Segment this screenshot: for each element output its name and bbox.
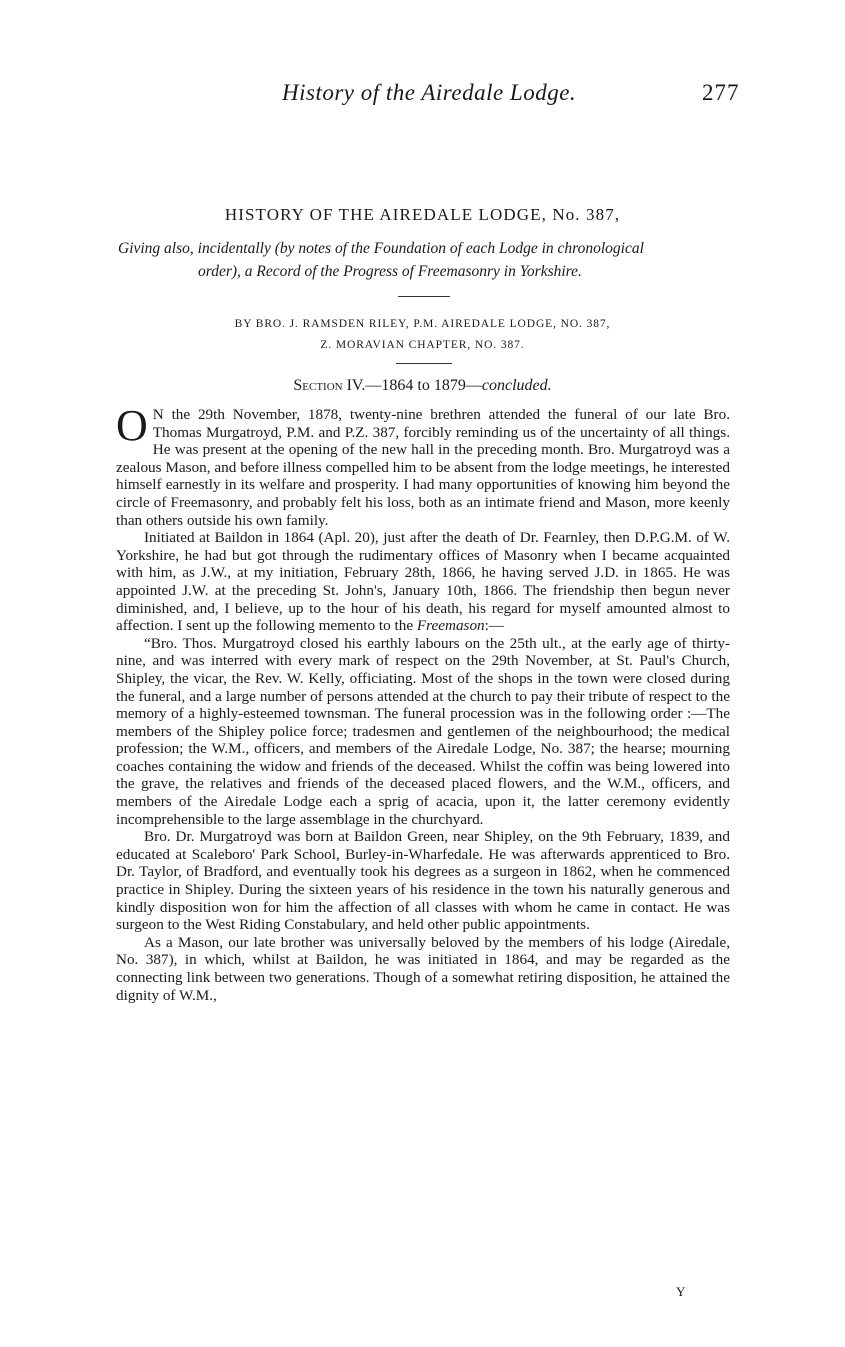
paragraph-4: Bro. Dr. Murgatroyd was born at Baildon Green, near Shipley, on the 9th February, 1839, and educated at Scaleboro' Park School, Burley-in-Wharfedale. He was afterwards apprenticed to Bro. Dr. Taylor, of Bradford, and eventually took his degrees as a surgeon in 1862, when he commenced practice in Shipley. During the sixteen years of his residence in the town his naturally generous and kindly disposition won for him the affection of all classes with whom he came in contact. He was surgeon to the West Riding Constabulary, and held other public appointments. xyxy=(116,828,730,934)
divider-rule-bottom xyxy=(396,363,452,364)
paragraph-1 xyxy=(116,401,730,529)
paragraph-3-quote: “Bro. Thos. Murgatroyd closed his earthly labours on the 25th ult., at the early age of thirty-nine, and was interred with every mark of respect on the 29th November, at St. Paul's Church, Shipley, the vicar, the Rev. W. Kelly, officiating. Most of the shops in the town were closed during the funeral, and a large number of persons attended at the church to pay their tribute of respect to the memory of a highly-esteemed townsman. The funeral procession was in the following order :—The members of the Shipley police force; tradesmen and gentlemen of the neighbourhood; the medical profession; the W.M., officers, and members of the Airedale Lodge, No. 387; the hearse; mourning coaches containing the widow and friends of the deceased. Whilst the coffin was being lowered into the grave, the relatives and friends of the deceased placed flowers, and the W.M., officers, and members of the Airedale Lodge each a sprig of acacia, upon it, the latter ceremony evidently incomprehensible to the large assemblage in the churchyard. xyxy=(116,634,730,828)
subtitle-line-2: order), a Record of the Progress of Freemasonry in Yorkshire. xyxy=(198,263,582,280)
running-head xyxy=(0,80,845,120)
byline-line-1: BY BRO. J. RAMSDEN RILEY, P.M. AIREDALE LODGE, NO. 387, xyxy=(234,318,611,330)
signature-mark: Y xyxy=(676,1284,686,1299)
article-title: HISTORY OF THE AIREDALE LODGE, No. 387, xyxy=(224,205,621,224)
article-body xyxy=(116,401,730,1004)
section-status: concluded. xyxy=(481,377,552,394)
paragraph-2-text: Initiated at Baildon in 1864 (Apl. 20), just after the death of Dr. Fearnley, then D.P.G.M. of W. Yorkshire, he had but got through the rudimentary offices of Masonry when I became acquainted with him, as J.W., at my initiation, February 28th, 1866, he having served J.D. in 1865. He was appointed J.W. at the preceding St. John's, January 10th, 1866. The friendship then begun never diminished, and, I believe, up to the hour of his death, his regard for myself amounted almost to affection. I sent up the following memento to the xyxy=(116,529,730,635)
section-label: Section IV. xyxy=(293,377,366,394)
paragraph-5: As a Mason, our late brother was universally beloved by the members of his lodge (Airedale, No. 387), in which, whilst at Baildon, he was initiated in 1864, and may be regarded as the connecting link between two generations. Though of a somewhat retiring disposition, he attained the dignity of W.M., xyxy=(116,933,730,1004)
running-title: History of the Airedale Lodge. xyxy=(282,80,577,105)
byline-line-2: Z. MORAVIAN CHAPTER, NO. 387. xyxy=(320,339,525,351)
byline xyxy=(0,314,845,356)
paragraph-2 xyxy=(116,529,730,635)
section-heading xyxy=(0,377,845,395)
drop-cap: O xyxy=(116,401,148,450)
paragraph-1-text: N the 29th November, 1878, twenty-nine brethren attended the funeral of our late Bro. Thomas Murgatroyd, P.M. and P.Z. 387, forcibly reminding us of the uncertainty of all things. He was present at the opening of the new hall in the preceding month. Bro. Murgatroyd was a zealous Mason, and before illness compelled him to be absent from the lodge meetings, he interested himself earnestly in its welfare and prosperity. I had many opportunities of knowing him beyond the circle of Freemasonry, and probably felt his loss, both as an intimate friend and Mason, more keenly than others outside his own family. xyxy=(116,406,730,529)
paragraph-2-end: :— xyxy=(484,617,505,635)
page-number: 277 xyxy=(702,80,740,105)
section-range: —1864 to 1879— xyxy=(365,377,482,394)
divider-rule-top xyxy=(398,296,450,297)
subtitle-line-1: Giving also, incidentally (by notes of the Foundation of each Lodge in chronological xyxy=(118,240,644,257)
article-subtitle xyxy=(118,237,748,283)
freemason-reference: Freemason xyxy=(416,617,485,635)
